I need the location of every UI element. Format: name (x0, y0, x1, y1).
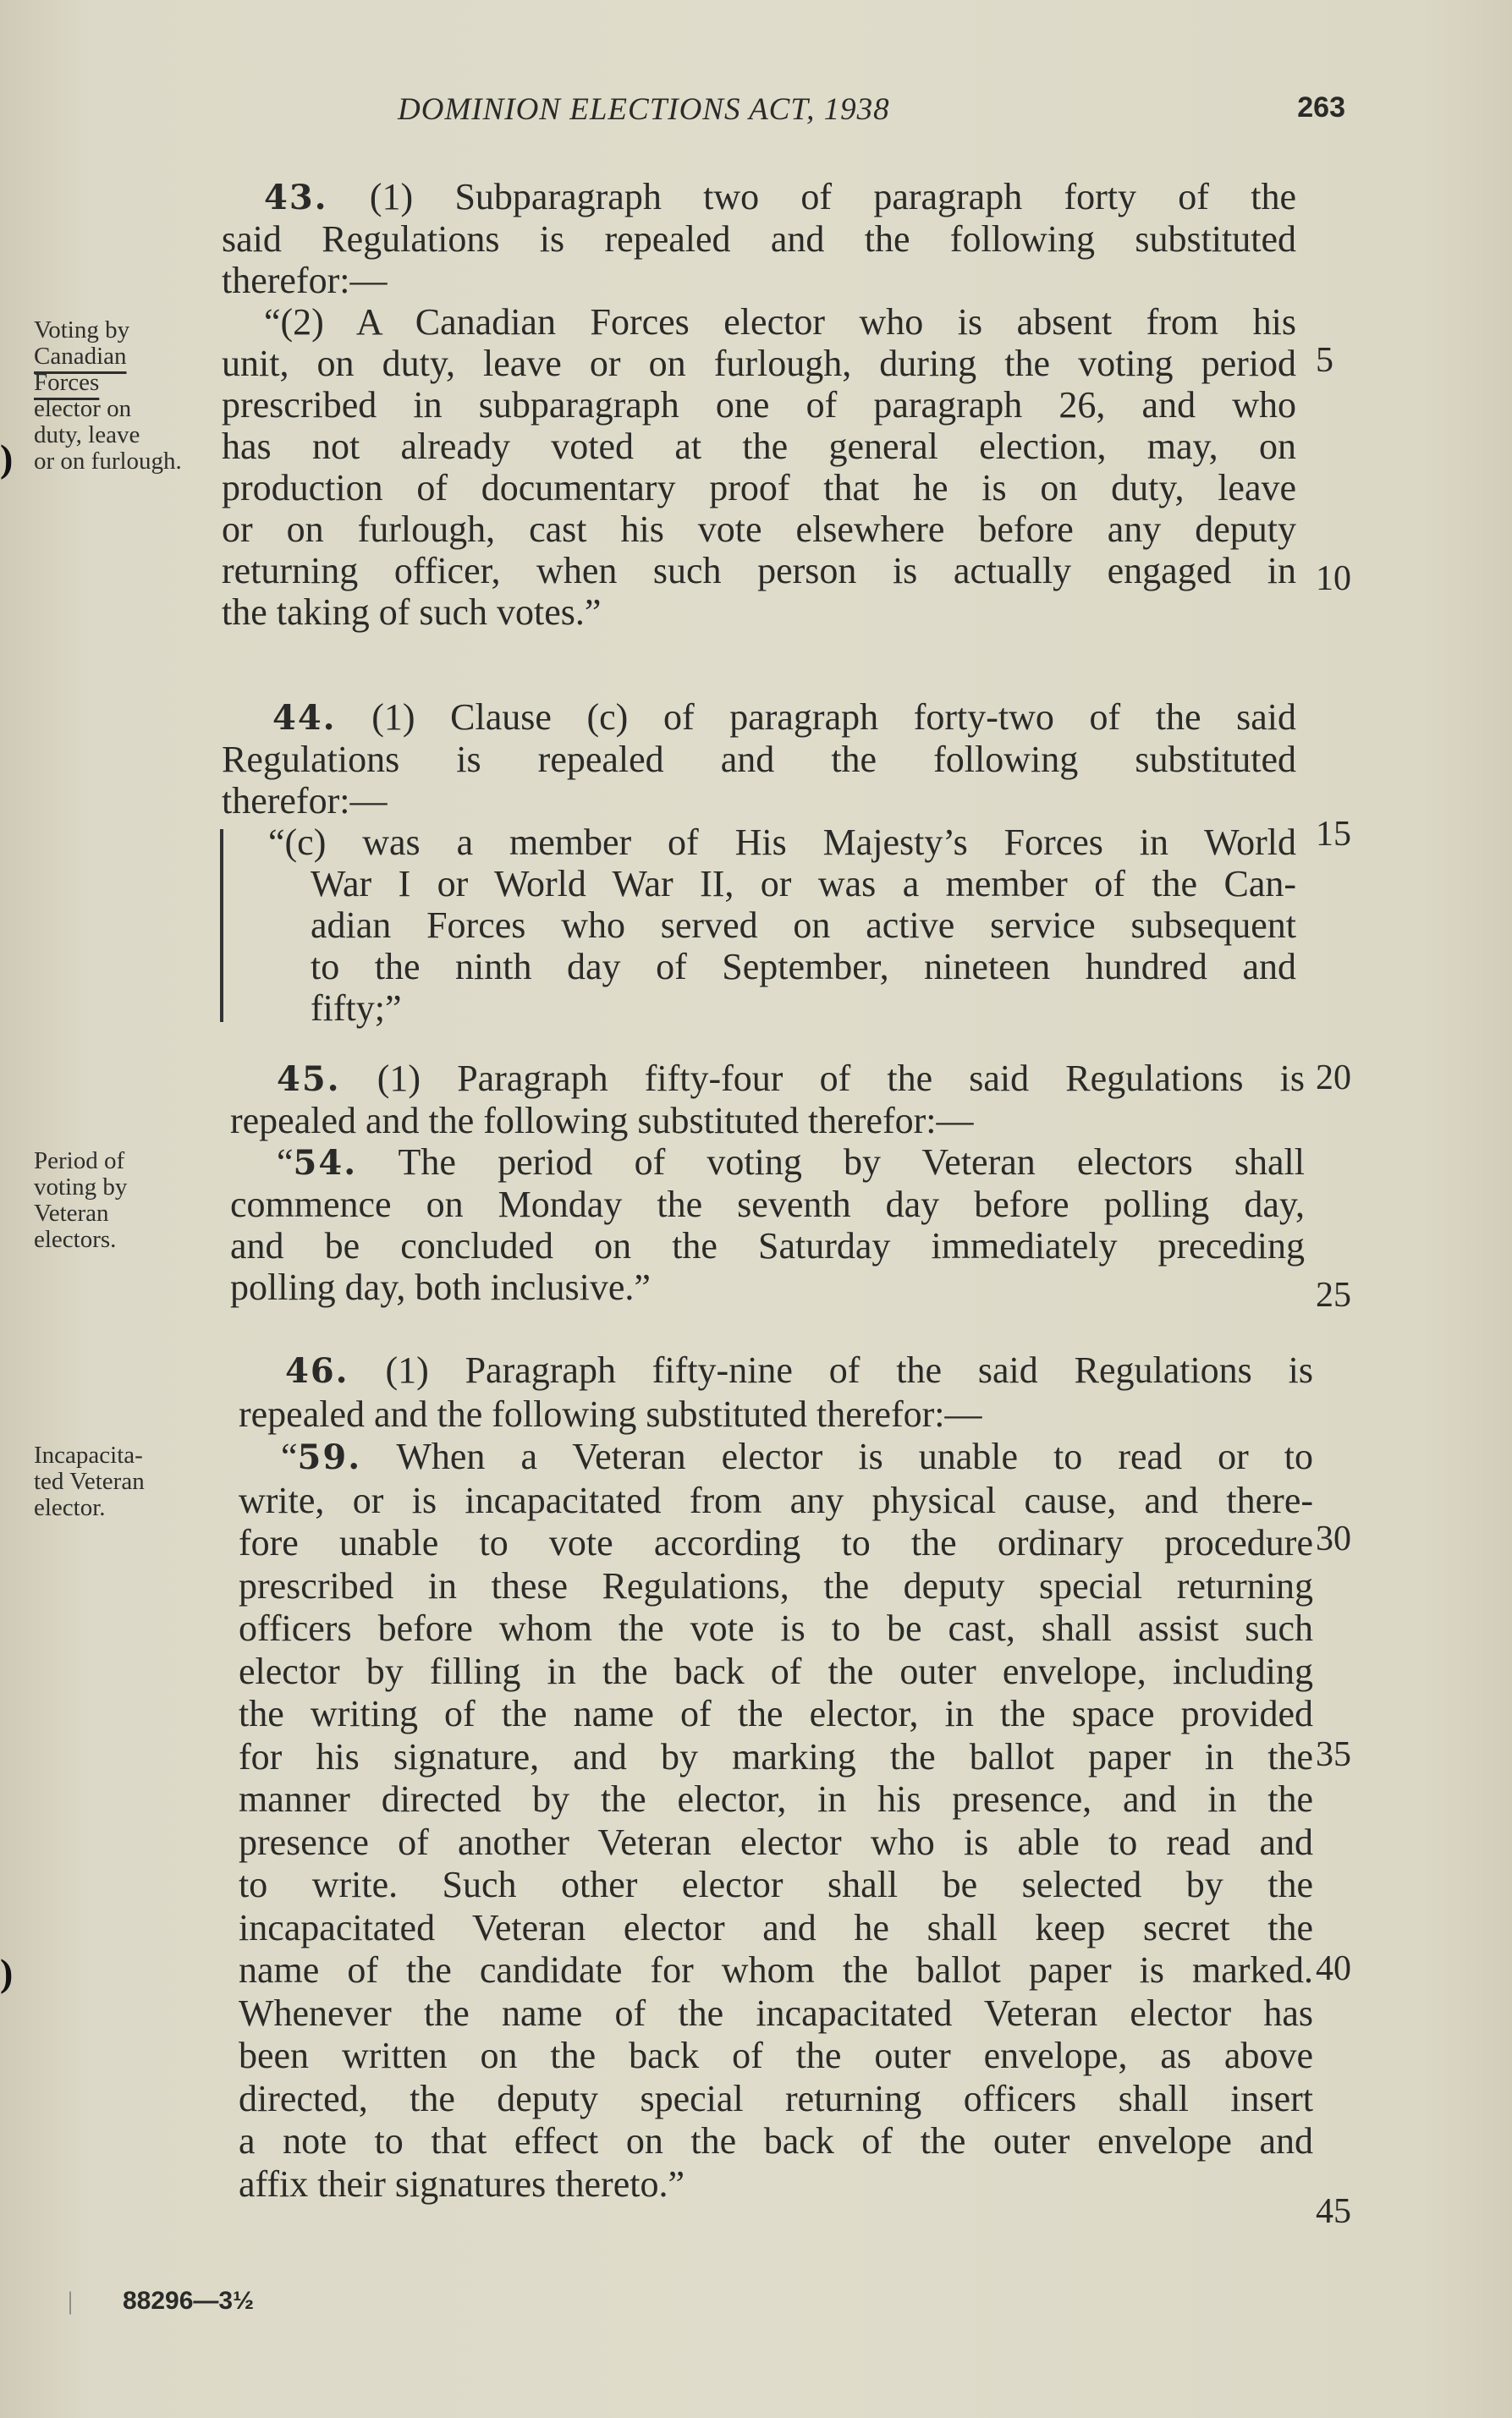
margin-note-incapacitated: Incapacita- ted Veteran elector. (34, 1442, 145, 1521)
margin-note-voting-by-forces: Voting by Canadian Forces elector on duty, leave or on furlough. (34, 316, 182, 475)
line-number: 15 (1316, 815, 1351, 854)
section-43: 43. (1) Subparagraph two of paragraph forty of the said Regulations is repealed and the following substituted therefor:— “(2) A Canadian Forces elector who is absent from his unit, on duty, leave or on furlough, during the voting period prescribed in subparagraph one of paragraph 26, and who has not already voted at the general election, may, on production of documentary proof that he is on duty, leave or on furlough, cast his vote elsewhere before any deputy returning officer, when such person is actually engaged in the taking of such votes.” (222, 176, 1296, 633)
section-44: 44. (1) Clause (c) of paragraph forty-two of the said Regulations is repealed and the following substituted therefor:— “(c) was a member of His Majesty’s Forces in World War I or World War II, or was a member of the Can- adian Forces who served on active service subsequent to the ninth day of September, nineteen hundred and fifty;” (222, 696, 1297, 1029)
page-number: 263 (1297, 91, 1345, 124)
footer-tick: | (68, 2287, 74, 2315)
section-number: 46. (285, 1351, 349, 1391)
section-45: 45. (1) Paragraph fifty-four of the said Regulations is repealed and the following substituted therefor:— “54. The period of voting by Veteran electors shall commence on Monday the seventh day before polling day, and be concluded on the Saturday immediately preceding polling day, both inclusive.” (230, 1058, 1306, 1308)
line-number: 10 (1316, 559, 1351, 598)
margin-note-period-of-voting: Period of voting by Veteran electors. (34, 1147, 128, 1253)
section-number: 45. (277, 1059, 341, 1099)
line-number: 5 (1316, 341, 1333, 380)
section-46: 46. (1) Paragraph fifty-nine of the said Regulations is repealed and the following substituted therefor:— “59. When a Veteran elector is unable to read or to write, or is incapacitated from any physical cause, and there- fore unable to vote according to the ordinary procedure prescribed in these Regulations, the deputy special returning officers before whom the vote is to be cast, shall assist such elector by filling in the back of the outer envelope, including the writing of the name of the elector, in the space provided for his signature, and by marking the ballot paper in the manner directed by the elector, in his presence, and in the presence of another Veteran elector who is able to read and to write. Such other elector shall be selected by the incapacitated Veteran elector and he shall keep secret the name of the candidate for whom the ballot paper is marked. Whenever the name of the incapacitated Veteran elector has been written on the back of the outer envelope, as above directed, the deputy special returning officers shall insert a note to that effect on the back of the outer envelope and affix their signatures thereto.” (239, 1349, 1313, 2205)
line-number: 25 (1316, 1276, 1351, 1315)
line-number: 40 (1316, 1949, 1351, 1988)
printer-code: 88296—3½ (123, 2287, 255, 2315)
section-number: 43. (264, 178, 328, 217)
line-number: 35 (1316, 1735, 1351, 1774)
running-title: DOMINION ELECTIONS ACT, 1938 (398, 92, 890, 127)
line-number: 45 (1316, 2192, 1351, 2231)
margin-bracket-mark: ) (0, 1951, 14, 1994)
section-number: 44. (272, 698, 337, 738)
page-header (398, 91, 1345, 134)
line-number: 20 (1316, 1058, 1351, 1097)
margin-bracket-mark: ) (0, 437, 14, 480)
line-number: 30 (1316, 1519, 1351, 1558)
